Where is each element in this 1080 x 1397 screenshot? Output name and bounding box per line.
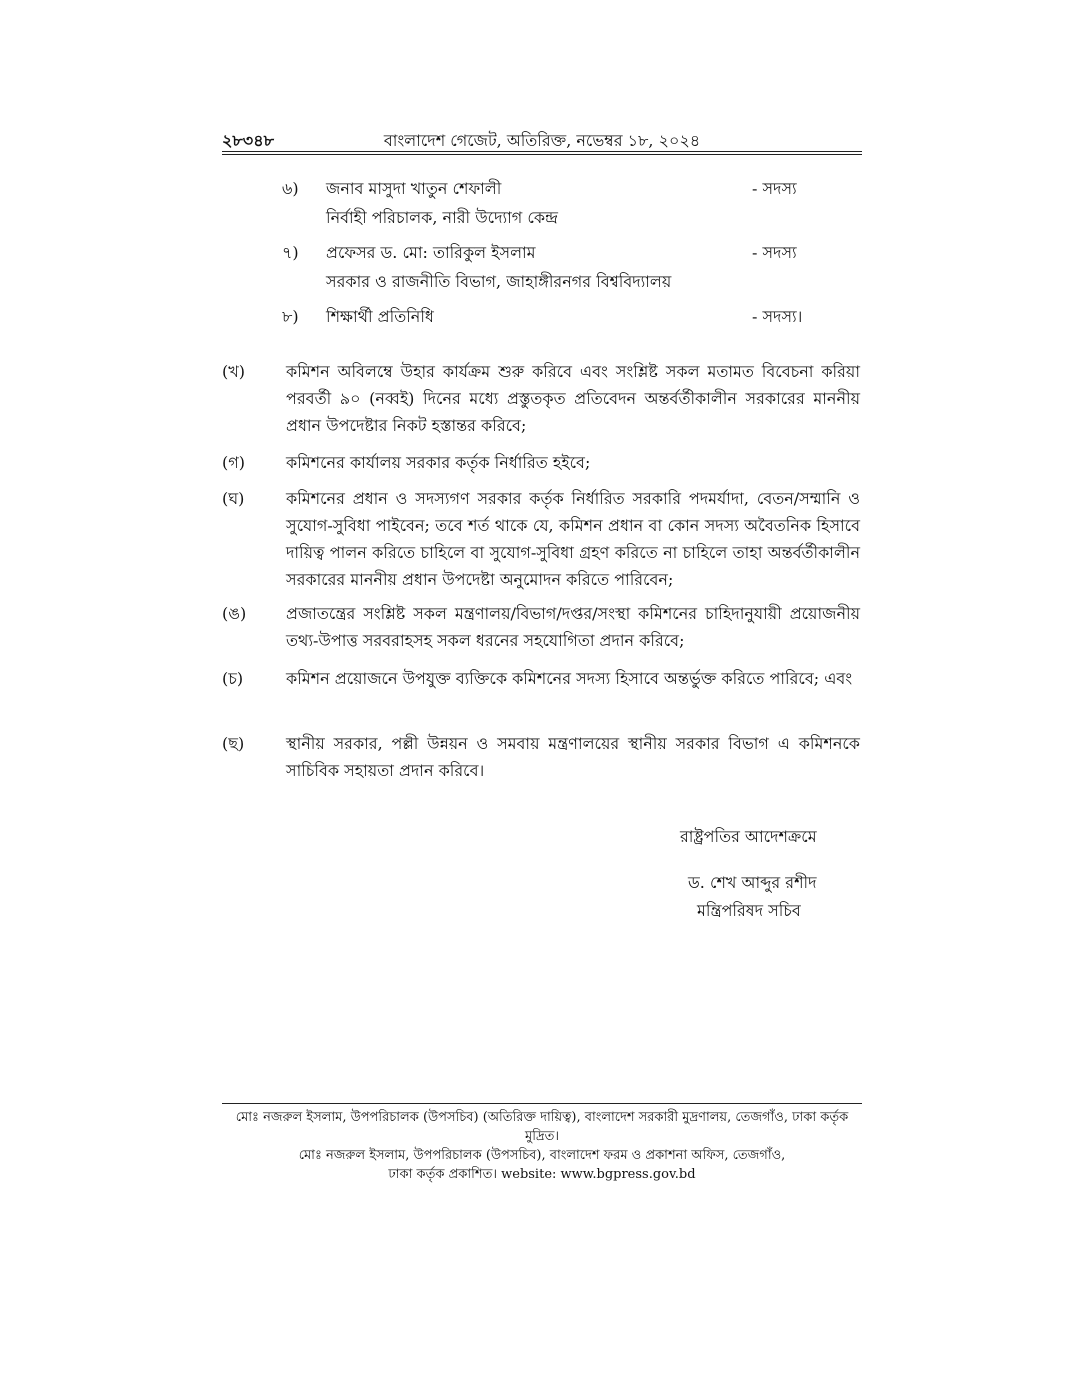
member-affiliation: সরকার ও রাজনীতি বিভাগ, জাহাঙ্গীরনগর বিশ্ববিদ্যালয় bbox=[326, 272, 672, 291]
clause-label: (ঙ) bbox=[222, 604, 247, 623]
signatory-name: ড. শেখ আব্দুর রশীদ bbox=[688, 873, 817, 892]
member-role: - সদস্য bbox=[752, 179, 797, 198]
clause-text: কমিশনের কার্যালয় সরকার কর্তৃক নির্ধারিত হইবে; bbox=[286, 453, 591, 472]
footer-rule bbox=[222, 1103, 862, 1104]
member-item bbox=[282, 240, 842, 296]
member-number: ৭) bbox=[282, 243, 299, 262]
signatory-designation: মন্ত্রিপরিষদ সচিব bbox=[697, 901, 801, 920]
clause-label: (ছ) bbox=[222, 734, 245, 753]
clause-kha bbox=[222, 358, 862, 440]
clause-label: (চ) bbox=[222, 669, 244, 688]
gazette-title: বাংলাদেশ গেজেট, অতিরিক্ত, নভেম্বর ১৮, ২০২৪ bbox=[383, 131, 701, 150]
clause-label: (খ) bbox=[222, 362, 245, 381]
member-name: প্রফেসর ড. মো: তারিকুল ইসলাম bbox=[326, 243, 536, 262]
clause-text: কমিশনের প্রধান ও সদস্যগণ সরকার কর্তৃক নির্ধারিত সরকারি পদমর্যাদা, বেতন/সম্মানি ও সুযোগ-সুবিধা পাইবেন; তবে শর্ত থাকে যে, কমিশন প্রধান বা কোন সদস্য অবৈতনিক হিসাবে দায়িত্ব পালন করিতে চাহিলে বা সুযোগ-সুবিধা গ্রহণ করিতে না চাহিলে তাহা অন্তর্বর্তীকালীন সরকারের মাননীয় প্রধান উপদেষ্টা অনুমোদন করিতে পারিবেন; bbox=[286, 489, 860, 589]
clause-text: স্থানীয় সরকার, পল্লী উন্নয়ন ও সমবায় মন্ত্রণালয়ের স্থানীয় সরকার বিভাগ এ কমিশনকে সাচিবিক সহায়তা প্রদান করিবে। bbox=[286, 734, 860, 780]
imprint-line-printed: মোঃ নজরুল ইসলাম, উপপরিচালক (উপসচিব) (অতিরিক্ত দায়িত্ব), বাংলাদেশ সরকারী মুদ্রণালয়, তেজগাঁও, ঢাকা কর্তৃক মুদ্রিত। bbox=[235, 1110, 849, 1144]
clause-ga bbox=[222, 449, 862, 477]
clause-text: প্রজাতন্ত্রের সংশ্লিষ্ট সকল মন্ত্রণালয়/বিভাগ/দপ্তর/সংস্থা কমিশনের চাহিদানুযায়ী প্রয়োজনীয় তথ্য-উপাত্ত সরবরাহসহ সকল ধরনের সহযোগিতা প্রদান করিবে; bbox=[286, 604, 860, 650]
member-item bbox=[282, 176, 842, 232]
imprint-footer bbox=[222, 1108, 862, 1184]
member-role: - সদস্য। bbox=[752, 307, 803, 326]
order-line: রাষ্ট্রপতির আদেশক্রমে bbox=[680, 827, 817, 846]
member-name: জনাব মাসুদা খাতুন শেফালী bbox=[326, 179, 502, 198]
member-affiliation: নির্বাহী পরিচালক, নারী উদ্যোগ কেন্দ্র bbox=[326, 208, 558, 227]
clause-text: কমিশন প্রয়োজনে উপযুক্ত ব্যক্তিকে কমিশনের সদস্য হিসাবে অন্তর্ভুক্ত করিতে পারিবে; এবং bbox=[286, 669, 853, 688]
clause-uma bbox=[222, 600, 862, 656]
page-header bbox=[222, 128, 862, 150]
clause-label: (গ) bbox=[222, 453, 245, 472]
member-item bbox=[282, 304, 842, 330]
member-role: - সদস্য bbox=[752, 243, 797, 262]
clause-cha bbox=[222, 665, 862, 721]
header-rule-bottom bbox=[222, 154, 862, 155]
clause-text: কমিশন অবিলম্বে উহার কার্যক্রম শুরু করিবে এবং সংশ্লিষ্ট সকল মতামত বিবেচনা করিয়া পরবর্তী ৯০ (নব্বই) দিনের মধ্যে প্রস্তুতকৃত প্রতিবেদন অন্তর্বর্তীকালীন সরকারের মাননীয় প্রধান উপদেষ্টার নিকট হস্তান্তর করিবে; bbox=[286, 362, 860, 435]
imprint-line-website: ঢাকা কর্তৃক প্রকাশিত। website: www.bgpress.gov.bd bbox=[388, 1167, 696, 1182]
clause-label: (ঘ) bbox=[222, 489, 245, 508]
clause-gha bbox=[222, 485, 862, 593]
member-name: শিক্ষার্থী প্রতিনিধি bbox=[326, 307, 434, 326]
header-rule-top bbox=[222, 151, 862, 152]
member-number: ৮) bbox=[282, 307, 299, 326]
clause-chha bbox=[222, 730, 862, 786]
member-number: ৬) bbox=[282, 179, 299, 198]
imprint-line-published: মোঃ নজরুল ইসলাম, উপপরিচালক (উপসচিব), বাংলাদেশ ফরম ও প্রকাশনা অফিস, তেজগাঁও, bbox=[298, 1148, 786, 1163]
page-number: ২৮৩৪৮ bbox=[222, 131, 274, 150]
